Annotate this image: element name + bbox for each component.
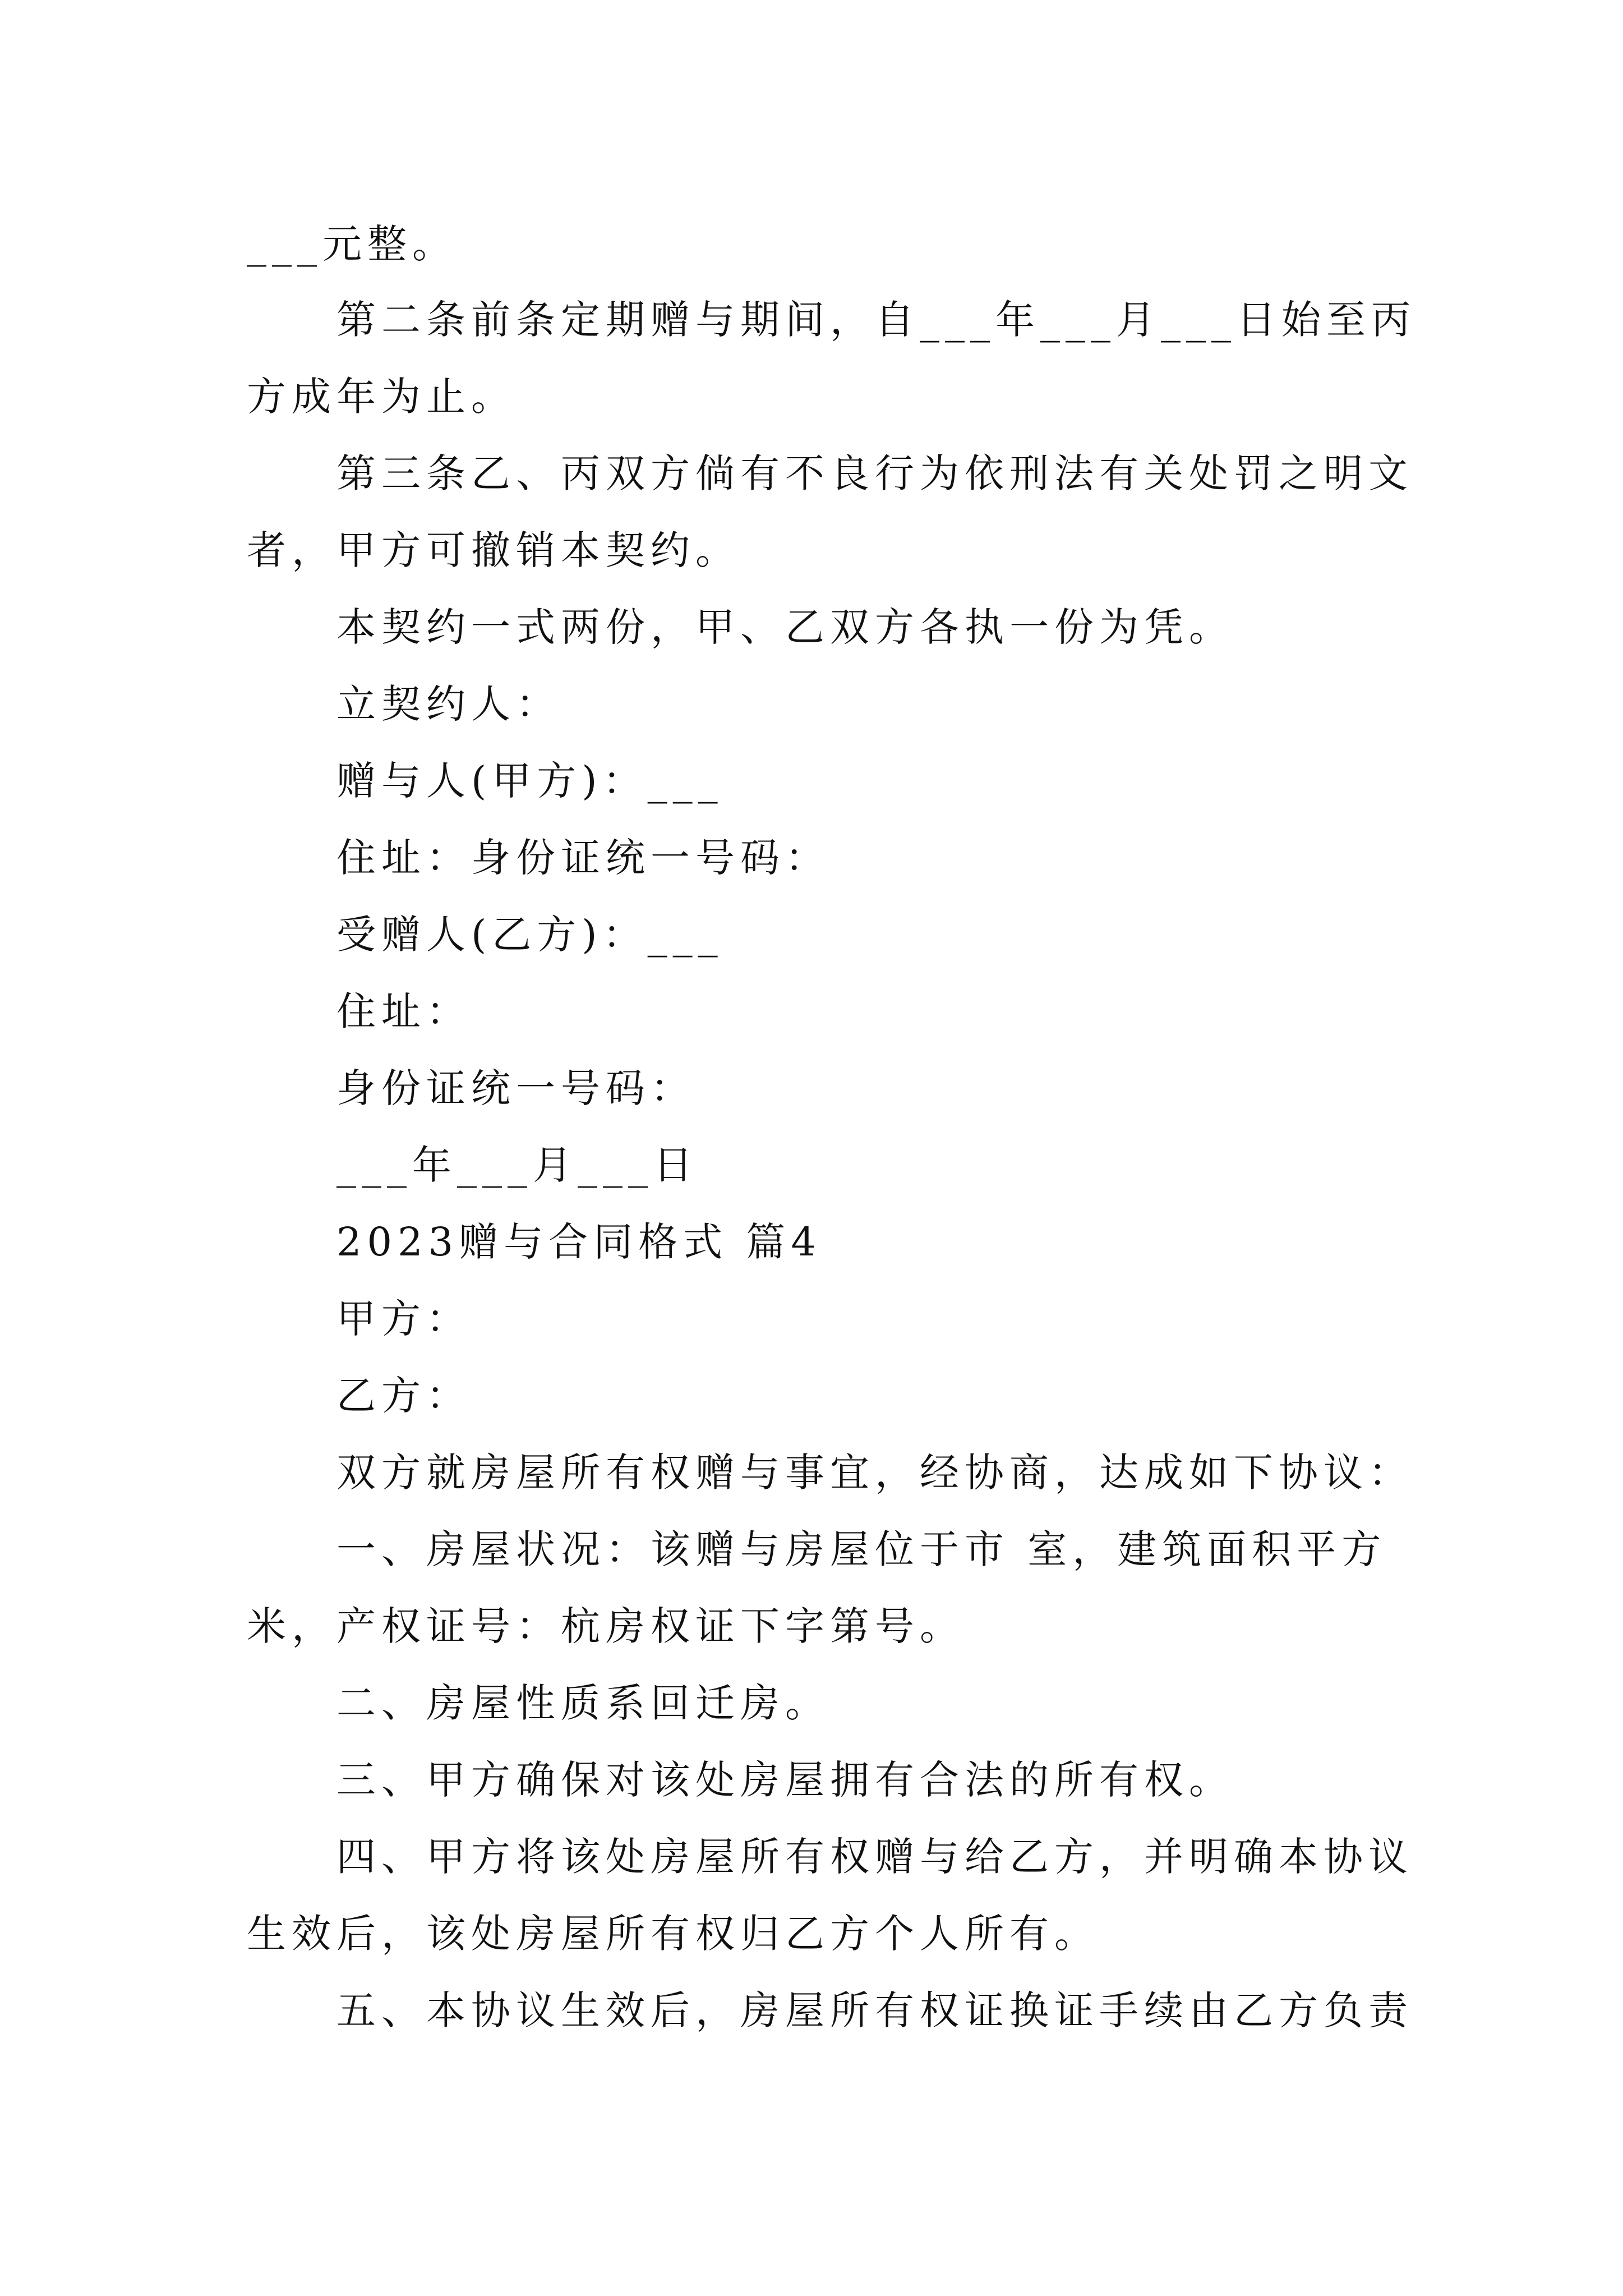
- text-line: 双方就房屋所有权赠与事宜，经协商，达成如下协议：: [336, 1450, 1413, 1496]
- text-line: 乙方：: [336, 1373, 471, 1419]
- text-line: 立契约人：: [336, 681, 561, 727]
- text-line: 第二条前条定期赠与期间，自___年___月___日始至丙: [336, 297, 1416, 343]
- text-line: 甲方：: [336, 1296, 471, 1342]
- text-line: 五、本协议生效后，房屋所有权证换证手续由乙方负责: [336, 1987, 1413, 2033]
- text-line: 一、房屋状况：该赠与房屋位于市 室，建筑面积平方: [336, 1526, 1387, 1572]
- text-line: 受赠人(乙方)：___: [336, 912, 723, 958]
- text-line: 身份证统一号码：: [336, 1065, 695, 1111]
- text-line: 第三条乙、丙双方倘有不良行为依刑法有关处罚之明文: [336, 450, 1413, 496]
- text-line: 三、甲方确保对该处房屋拥有合法的所有权。: [336, 1757, 1234, 1803]
- text-line: 本契约一式两份，甲、乙双方各执一份为凭。: [336, 604, 1234, 650]
- text-line: 住址：身份证统一号码：: [336, 835, 830, 881]
- text-line: 米，产权证号：杭房权证下字第号。: [247, 1603, 965, 1649]
- text-line: 赠与人(甲方)：___: [336, 758, 723, 804]
- text-line: 二、房屋性质系回迁房。: [336, 1680, 830, 1726]
- text-line: 生效后，该处房屋所有权归乙方个人所有。: [247, 1911, 1099, 1957]
- text-line: 方成年为止。: [247, 374, 516, 420]
- text-line: 住址：: [336, 988, 471, 1034]
- section-heading: 2023赠与合同格式 篇4: [336, 1219, 822, 1265]
- text-line: ___元整。: [247, 221, 457, 267]
- text-line: ___年___月___日: [336, 1142, 698, 1188]
- text-line: 四、甲方将该处房屋所有权赠与给乙方，并明确本协议: [336, 1834, 1413, 1880]
- text-line: 者，甲方可撤销本契约。: [247, 527, 740, 573]
